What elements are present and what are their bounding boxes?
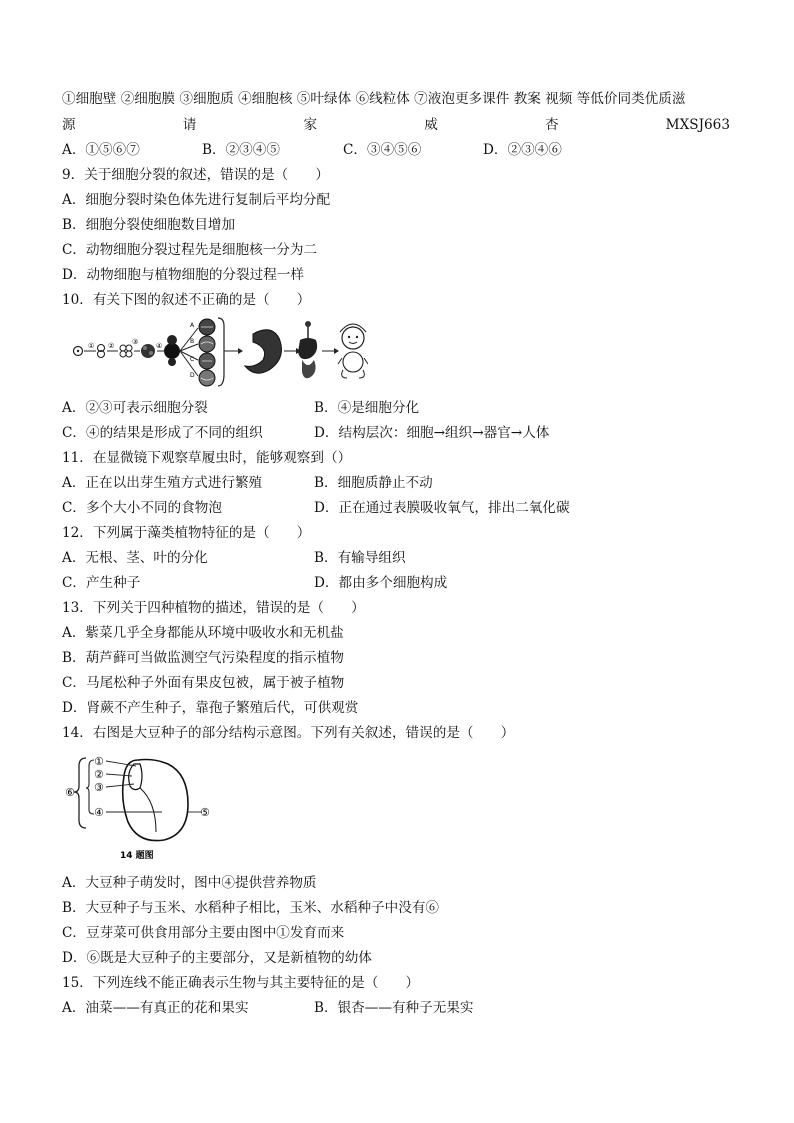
fig14-label-1: ① (94, 755, 104, 768)
fig10-label-2: ② (108, 342, 115, 350)
source-word: 杏 (544, 117, 559, 133)
fig14-label-5: ⑤ (200, 806, 210, 819)
q8-choice-d: D．②③④⑥ (483, 142, 562, 158)
q9-choice-a: A．细胞分裂时染色体先进行复制后平均分配 (62, 192, 331, 208)
q12-choice-d: D．都由多个细胞构成 (314, 575, 448, 591)
q15-stem: 15．下列连线不能正确表示生物与其主要特征的是（ ） (62, 975, 420, 991)
q15-choice-a: A．油菜——有真正的花和果实 (62, 1000, 249, 1016)
fig10-label-b: B (190, 338, 195, 345)
q9-choice-b: B．细胞分裂使细胞数目增加 (62, 217, 236, 233)
q14-choice-a: A．大豆种子萌发时，图中④提供营养物质 (62, 875, 317, 891)
q11-choice-b: B．细胞质静止不动 (314, 475, 433, 491)
q8-options-line: ①细胞壁 ②细胞膜 ③细胞质 ④细胞核 ⑤叶绿体 ⑥线粒体 ⑦液泡更多课件 教案 视频 等低价同类优质滋 (62, 91, 686, 107)
q12-choice-c: C．产生种子 (62, 575, 141, 591)
q13-choice-b: B．葫芦藓可当做监测空气污染程度的指示植物 (62, 650, 344, 666)
q11-choice-a: A．正在以出芽生殖方式进行繁殖 (62, 475, 263, 491)
q10-choice-c: C．④的结果是形成了不同的组织 (62, 425, 263, 441)
fig10-label-d: D (190, 372, 195, 379)
q10-choice-a: A．②③可表示细胞分裂 (62, 400, 208, 416)
source-word: 威 (424, 117, 438, 133)
q9-choice-d: D．动物细胞与植物细胞的分裂过程一样 (62, 267, 304, 283)
q10-stem: 10．有关下图的叙述不正确的是（ ） (62, 292, 311, 308)
source-code: MXSJ663 (665, 117, 730, 133)
q14-figure (64, 752, 214, 868)
fig14-label-6: ⑥ (65, 786, 75, 799)
fig14-label-3: ③ (94, 781, 104, 794)
fig14-caption: 14 题图 (120, 851, 154, 861)
q11-stem: 11．在显微镜下观察草履虫时，能够观察到（） (62, 450, 352, 466)
fig10-label-4: ④ (156, 342, 163, 350)
source-word: 请 (182, 117, 197, 133)
q13-choice-c: C．马尾松种子外面有果皮包被，属于被子植物 (62, 675, 345, 691)
q13-stem: 13．下列关于四种植物的描述，错误的是（ ） (62, 600, 365, 616)
q9-stem: 9．关于细胞分裂的叙述，错误的是（ ） (62, 167, 329, 183)
source-word: 家 (303, 117, 318, 133)
q12-choice-b: B．有输导组织 (314, 550, 406, 566)
q10-figure (68, 314, 368, 396)
source-word: 源 (62, 117, 76, 133)
q11-choice-d: D．正在通过表膜吸收氧气，排出二氧化碳 (314, 500, 570, 516)
q13-choice-d: D．肾蕨不产生种子，靠孢子繁殖后代，可供观赏 (62, 700, 359, 716)
q10-choice-b: B．④是细胞分化 (314, 400, 420, 416)
q8-source-line (62, 116, 730, 134)
fig14-label-4: ④ (94, 806, 104, 819)
q14-choice-d: D．⑥既是大豆种子的主要部分，又是新植物的幼体 (62, 950, 372, 966)
q12-choice-a: A．无根、茎、叶的分化 (62, 550, 208, 566)
q14-stem: 14．右图是大豆种子的部分结构示意图。下列有关叙述，错误的是（ ） (62, 725, 515, 741)
q8-choice-c: C．③④⑤⑥ (343, 142, 422, 158)
q11-choice-c: C．多个大小不同的食物泡 (62, 500, 222, 516)
q13-choice-a: A．紫菜几乎全身都能从环境中吸收水和无机盐 (62, 625, 344, 641)
q12-stem: 12．下列属于藻类植物特征的是（ ） (62, 525, 311, 541)
fig10-label-3: ③ (132, 338, 139, 346)
fig14-label-2: ② (94, 768, 104, 781)
fig10-label-a: A (190, 322, 195, 329)
q8-choice-b: B．②③④⑤ (202, 142, 280, 158)
q10-choice-d: D．结构层次：细胞→组织→器官→人体 (314, 425, 550, 441)
q9-choice-c: C．动物细胞分裂过程先是细胞核一分为二 (62, 242, 318, 258)
q15-choice-b: B．银杏——有种子无果实 (314, 1000, 474, 1016)
q14-choice-b: B．大豆种子与玉米、水稻种子相比，玉米、水稻种子中没有⑥ (62, 900, 440, 916)
q14-choice-c: C．豆芽菜可供食用部分主要由图中①发育而来 (62, 925, 345, 941)
fig10-label-c: C (190, 356, 195, 363)
q8-choice-a: A．①⑤⑥⑦ (62, 142, 140, 158)
fig10-label-1: ① (88, 342, 95, 350)
